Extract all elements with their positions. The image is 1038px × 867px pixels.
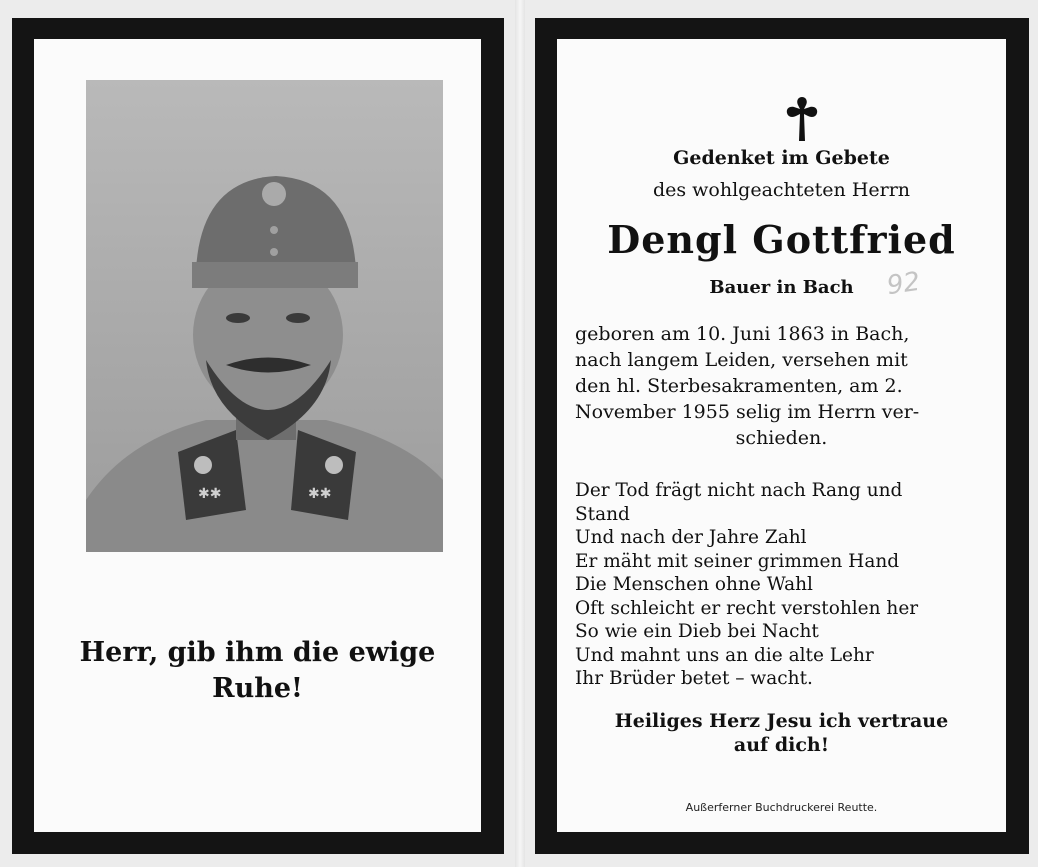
cross-icon [784,93,820,149]
printer-credit: Außerferner Buchdruckerei Reutte. [685,801,878,814]
occupation: Bauer in Bach [709,277,854,298]
left-card [12,18,504,854]
svg-text:✱✱: ✱✱ [308,486,332,502]
right-card-inner [557,39,1006,832]
card-fold [515,0,525,867]
bio-line: den hl. Sterbesakramenten, am 2. [575,375,903,397]
poem-line: Oft schleicht er recht verstohlen her [575,597,919,619]
heading-line-2: des wohlgeachteten Herrn [652,179,911,201]
bio-line: geboren am 10. Juni 1863 in Bach, [575,323,910,345]
poem [575,479,988,691]
poem-line: Er mäht mit seiner grimmen Hand [575,550,900,572]
closing-line-1: Heiliges Herz Jesu ich vertraue [614,710,949,732]
prayer-line-2: Ruhe! [212,673,303,704]
prayer-text [34,635,481,707]
deceased-name: Dengl Gottfried [607,217,956,262]
biography [575,321,988,451]
poem-line: Und mahnt uns an die alte Lehr [575,644,874,666]
left-card-inner [34,39,481,832]
closing-prayer [575,709,988,757]
svg-text:✱✱: ✱✱ [198,486,222,502]
poem-line: Der Tod frägt nicht nach Rang und [575,480,903,501]
prayer-line-1: Herr, gib ihm die ewige [79,637,436,668]
bio-line: schieden. [735,427,828,449]
bio-line: nach langem Leiden, versehen mit [575,349,908,371]
handwritten-note: 92 [885,266,923,302]
closing-line-2: auf dich! [733,734,830,756]
poem-line: Und nach der Jahre Zahl [575,527,807,548]
portrait-photo [86,80,443,552]
right-card [535,18,1029,854]
bio-line: November 1955 selig im Herrn ver- [575,401,920,423]
heading-line-1: Gedenket im Gebete [673,147,890,169]
portrait-illustration [86,80,443,552]
poem-line: Ihr Brüder betet – wacht. [575,668,813,689]
poem-line: Stand [575,503,630,525]
poem-line: Die Menschen ohne Wahl [575,574,813,595]
poem-line: So wie ein Dieb bei Nacht [575,621,819,642]
